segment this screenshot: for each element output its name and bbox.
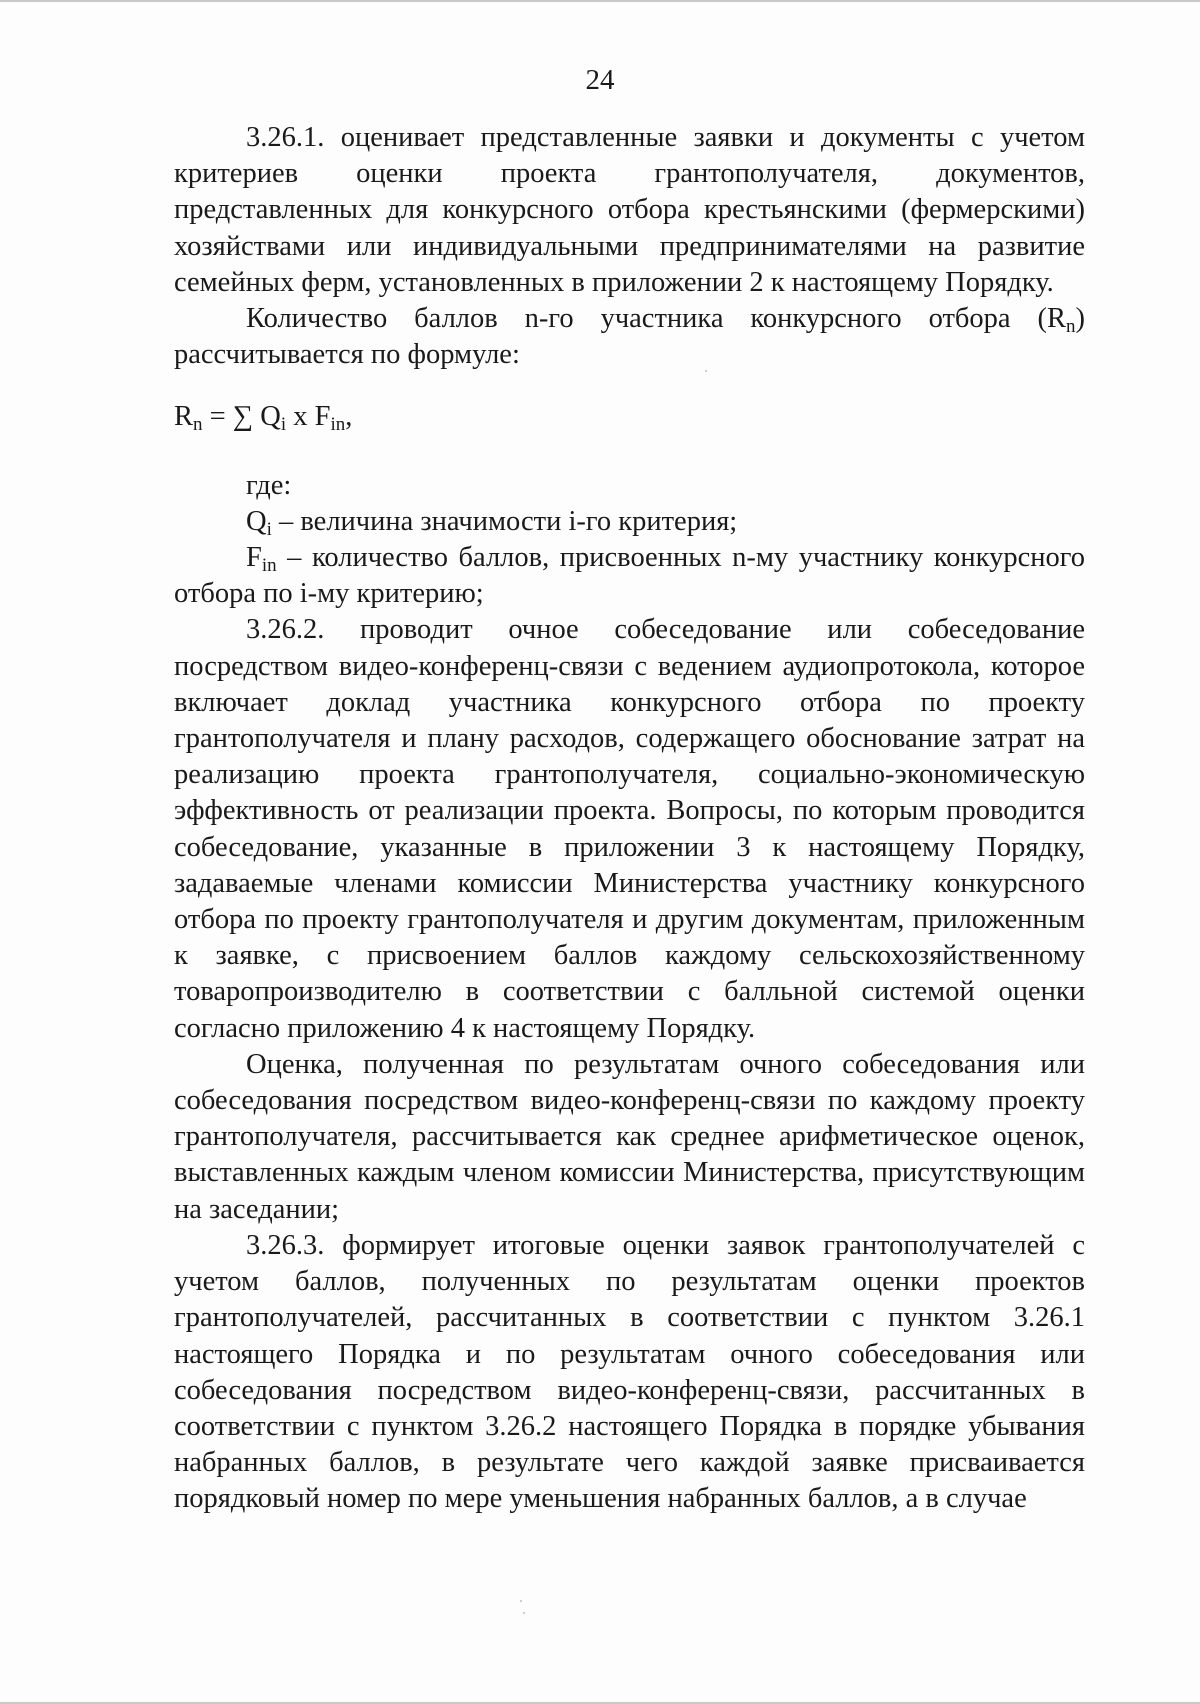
- definition-f-symbol: F: [246, 542, 262, 574]
- paragraph-assessment: Оценка, полученная по результатам очного собеседования или собеседования посредством видео-конференц-связи по каждому проекту грантополучателя, рассчитывается как среднее арифметическое оценок, выставленных каждым членом комиссии Министерства, присутствующим на заседании;: [174, 1048, 1085, 1225]
- paragraph-3-26-1: 3.26.1. оценивает представленные заявки и документы с учетом критериев оценки проекта грантополучателя, документов, представленных для конкурсного отбора крестьянскими (фермерскими) хозяйствами или индивидуальными предпринимателями на развитие семейных ферм, установленных в приложении 2 к настоящему Порядку.: [174, 122, 1085, 298]
- definition-q-subscript: i: [266, 518, 272, 540]
- definition-f-text: – количество баллов, присвоенных n-му участнику конкурсного отбора по i-му критерию;: [174, 542, 1085, 610]
- formula-end: ,: [345, 401, 353, 433]
- formula-sum-q: = ∑ Q: [202, 401, 281, 433]
- definition-f-subscript: in: [261, 555, 277, 577]
- scan-speck: [705, 370, 707, 372]
- page-number: 24: [585, 64, 615, 96]
- formula-r: R: [174, 401, 194, 433]
- score-count-text-start: Количество баллов n-го участника конкурсного отбора (R: [246, 303, 1066, 335]
- score-count-text-end: ) рассчитывается по формуле:: [174, 303, 1085, 371]
- paragraph-3-26-3: 3.26.3. формирует итоговые оценки заявок грантополучателей с учетом баллов, полученных по результатам оценки проектов грантополучателей, рассчитанных в соответствии с пунктом 3.26.1 настоящего Порядка и по результатам очного собеседования или собеседования посредством видео-конференц-связи, рассчитанных в соответствии с пунктом 3.26.2 настоящего Порядка в порядке убывания набранных баллов, в результате чего каждой заявке присваивается порядковый номер по мере уменьшения набранных баллов, а в случае: [174, 1229, 1085, 1515]
- definition-q: [174, 504, 1085, 540]
- paragraph-3-26-2: 3.26.2. проводит очное собеседование или собеседование посредством видео-конференц-связи с ведением аудиопротокола, которое включает доклад участника конкурсного отбора по проекту грантополучателя и плану расходов, содержащего обоснование затрат на реализацию проекта грантополучателя, социально-экономическую эффективность от реализации проекта. Вопросы, по которым проводится собеседование, указанные в приложении 3 к настоящему Порядку, задаваемые членами комиссии Министерства участнику конкурсного отбора по проекту грантополучателя и другим документам, приложенным к заявке, с присвоением баллов каждому сельскохозяйственному товаропроизводителю в соответствии с балльной системой оценки согласно приложению 4 к настоящему Порядку.: [174, 614, 1085, 1044]
- formula: [174, 399, 1085, 435]
- paragraph-score-count: [174, 301, 1085, 373]
- formula-f-subscript: in: [330, 414, 346, 436]
- where-label: где:: [246, 469, 292, 501]
- scan-speck: [520, 1600, 522, 1602]
- formula-r-subscript: n: [193, 414, 203, 436]
- definition-q-symbol: Q: [246, 505, 267, 537]
- score-count-subscript: n: [1066, 316, 1076, 338]
- document-body: [174, 120, 1085, 1518]
- definition-f: [174, 540, 1085, 612]
- definition-q-text: – величина значимости i-го критерия;: [271, 505, 738, 537]
- scan-speck: [523, 1612, 525, 1614]
- formula-times-f: x F: [286, 401, 331, 433]
- formula-q-subscript: i: [280, 414, 287, 436]
